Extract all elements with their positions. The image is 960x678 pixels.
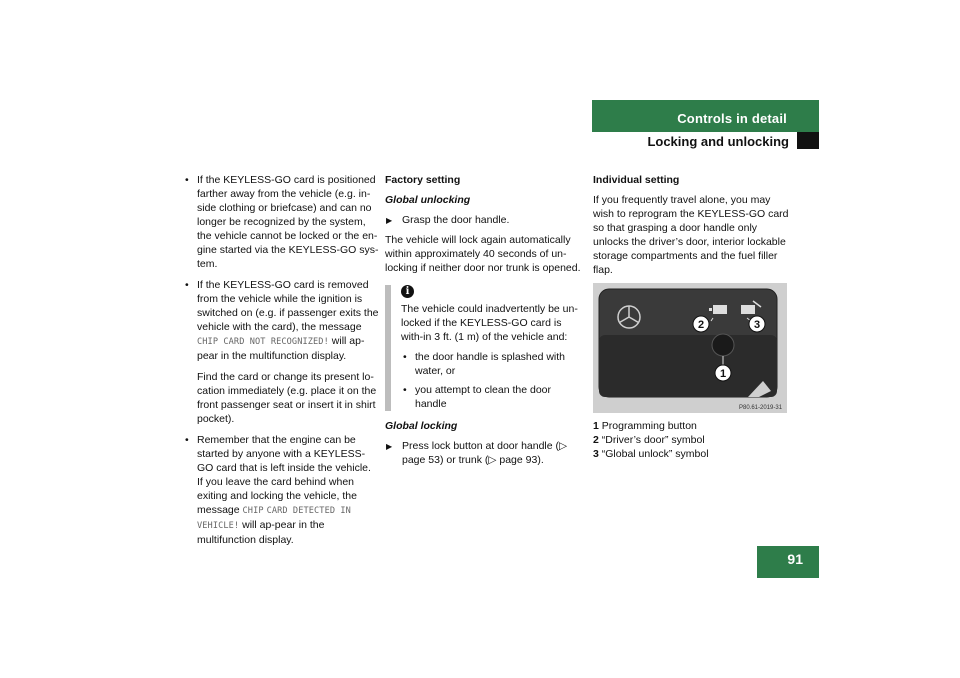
bullet-text: Remember that the engine can be started by anyone with a KEYLESS-GO card that is left inside the vehicle. If you leave the card behind when exiting and locking the vehicle, the message (197, 434, 371, 516)
relock-text: The vehicle will lock again automatically within approximately 40 seconds of un-locking if neither door nor trunk is opened. (385, 234, 581, 274)
display-message: CHIP CARD NOT RECOGNIZED! (197, 337, 329, 347)
note-bullet (401, 350, 582, 378)
note-bullet (401, 383, 582, 411)
figure-code: P80.61-2019-31 (739, 405, 783, 411)
global-unlocking-heading: Global unlocking (385, 194, 471, 206)
global-locking-heading: Global locking (385, 420, 458, 432)
caption-item-2 (593, 433, 793, 447)
caption-text: “Global unlock” symbol (601, 448, 709, 460)
callout-badge (749, 316, 765, 332)
caption-item-1 (593, 419, 793, 433)
bullet-card-removed (183, 278, 379, 363)
bullet-engine-started (183, 433, 379, 547)
bullet-text: If the KEYLESS-GO card is positioned farther away from the vehicle (e.g. in-side clothing or briefcase) and can no longer be recognized by the system, the vehicle cannot be locked or the en-gine started via the KEYLESS-GO sys-tem. (197, 174, 379, 270)
factory-setting-heading: Factory setting (385, 174, 461, 186)
caption-number: 2 (593, 434, 599, 446)
callout-badge (715, 365, 731, 381)
display-message: CHIP (242, 506, 264, 516)
info-note (385, 285, 582, 411)
programming-button (712, 334, 734, 356)
caption-text: Programming button (601, 420, 697, 432)
note-text: The vehicle could inadvertently be un-locked if the KEYLESS-GO card is with-in 3 ft. (1 m) of the vehicle and: (401, 303, 578, 343)
bullet-card-far (183, 173, 379, 271)
caption-number: 3 (593, 448, 599, 460)
bullet-text: If the KEYLESS-GO card is removed from the vehicle while the ignition is switched on (e.g. if passenger exits the vehicle with the card), the message (197, 279, 379, 333)
info-icon: i (401, 285, 414, 298)
caption-number: 1 (593, 420, 599, 432)
caption-text: “Driver’s door” symbol (601, 434, 705, 446)
step-press-lock (385, 439, 582, 467)
callout-label: 2 (697, 319, 705, 331)
note-bullet-text: the door handle is splashed with water, or (415, 351, 566, 377)
step-text: Press lock button at door handle (▷ page 53) or trunk (▷ page 93). (402, 440, 568, 466)
note-bullet-text: you attempt to clean the door handle (415, 384, 552, 410)
bullet-text: will ap-pear in the multifunction display. (197, 335, 365, 362)
individual-setting-heading: Individual setting (593, 174, 680, 186)
column-left (183, 173, 379, 554)
subsection-bar (592, 132, 797, 149)
keyless-card-illustration (593, 283, 787, 413)
page-number-box (757, 546, 819, 578)
page-number: 91 (787, 551, 803, 567)
caption-item-3 (593, 447, 793, 461)
step-text: Grasp the door handle. (402, 214, 510, 226)
find-card-text: Find the card or change its present lo-cation immediately (e.g. place it on the front passenger seat or insert it in shirt pocket). (197, 371, 377, 425)
callout-label: 1 (719, 368, 727, 380)
subsection-marker (797, 132, 819, 149)
column-right (593, 173, 793, 461)
column-middle (385, 173, 582, 473)
keyless-card-figure (593, 283, 787, 413)
subsection-title: Locking and unlocking (647, 134, 789, 149)
display-message: CARD DETECTED IN VEHICLE! (197, 506, 351, 531)
individual-intro: If you frequently travel alone, you may wish to reprogram the KEYLESS-GO card so that grasping a door handle only unlocks the driver’s door, interior lockable storage compartments and the fuel filler flap. (593, 194, 789, 276)
step-grasp-handle (385, 213, 582, 227)
callout-badge (693, 316, 709, 332)
callout-label: 3 (753, 319, 761, 331)
section-title: Controls in detail (677, 111, 787, 126)
header-section-bar (592, 100, 819, 132)
bullet-text: will ap-pear in the multifunction display. (197, 519, 325, 546)
